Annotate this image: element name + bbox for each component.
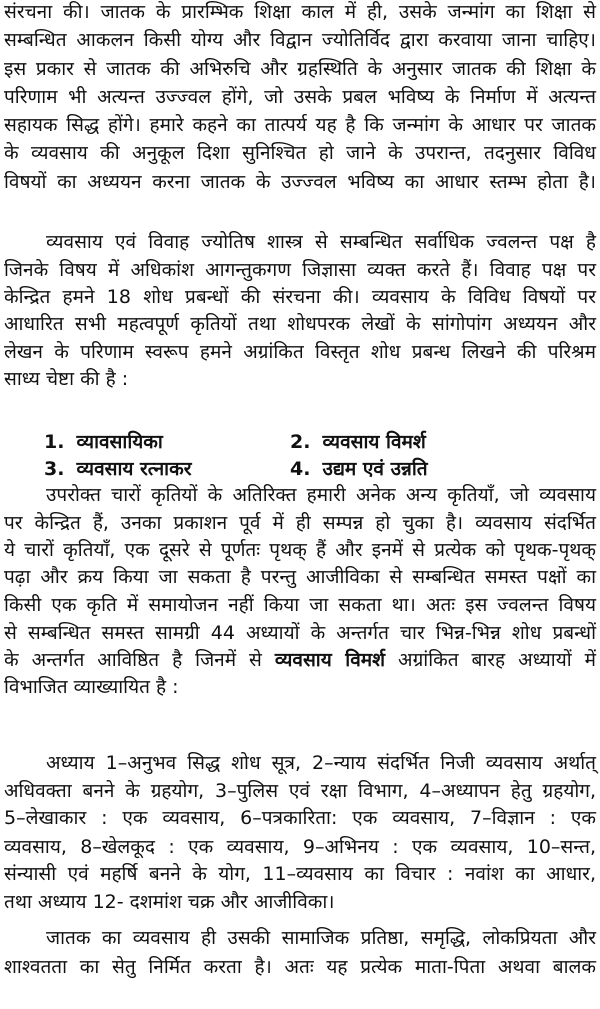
- text-line: जातक का व्यवसाय ही उसकी सामाजिक प्रतिष्ठा, समृद्धि, लोकप्रियता और: [46, 927, 596, 949]
- list-item: 1. व्यावसायिका: [44, 431, 163, 453]
- list-item: 2. व्यवसाय विमर्श: [290, 431, 426, 453]
- text-line: किसी एक कृति में समायोजन नहीं किया जा सकता था। अतः इस ज्वलन्त विषय: [4, 594, 596, 616]
- list-item: 4. उद्यम एवं उन्नति: [290, 458, 428, 480]
- text-line: परिणाम भी अत्यन्त उज्ज्वल होंगे, जो उसके प्रबल भविष्य के निर्माण में अत्यन्त: [4, 86, 596, 108]
- text-line: से सम्बन्धित समस्त सामग्री 44 अध्यायों के अन्तर्गत चार भिन्न-भिन्न शोध प्रबन्धों: [4, 622, 596, 644]
- text-line: जिनके विषय में अधिकांश आगन्तुकगण जिज्ञासा व्यक्त करते हैं। विवाह पक्ष पर: [4, 259, 596, 281]
- text-line: ये चारों कृतियाँ, एक दूसरे से पूर्णतः पृथक् हैं और इनमें से प्रत्येक को पृथक-पृथक्: [4, 539, 596, 561]
- text-line: तथा अध्याय 12- दशमांश चक्र और आजीविका।: [4, 891, 335, 913]
- text-line: सम्बन्धित आकलन किसी योग्य और विद्वान ज्योतिर्विद द्वारा करवाया जाना चाहिए।: [4, 29, 596, 51]
- text-line: इस प्रकार से जातक की अभिरुचि और ग्रहस्थिति के अनुसार जातक की शिक्षा के: [4, 58, 596, 80]
- text-line: संन्यासी एवं महर्षि बनने के योग, 11–व्यवसाय का विचार : नवांश का आधार,: [4, 863, 596, 885]
- text-line: उपरोक्त चारों कृतियों के अतिरिक्त हमारी अनेक अन्य कृतियाँ, जो व्यवसाय: [46, 484, 596, 506]
- text-line: अध्याय 1–अनुभव सिद्ध शोध सूत्र, 2–न्याय संदर्भित निजी व्यवसाय अर्थात्: [46, 752, 596, 774]
- text-line: सहायक सिद्ध होंगे। हमारे कहने का तात्पर्य यह है कि जन्मांग के आधार पर जातक: [4, 114, 596, 136]
- text-line: व्यवसाय, 8–खेलकूद : एक व्यवसाय, 9–अभिनय : एक व्यवसाय, 10–सन्त,: [4, 836, 596, 858]
- text-line: आधारित सभी महत्वपूर्ण कृतियों तथा शोधपरक लेखों के सांगोपांग अध्ययन और: [4, 313, 596, 335]
- text-line: 5–लेखाकार : एक व्यवसाय, 6–पत्रकारिता: एक व्यवसाय, 7–विज्ञान : एक: [4, 807, 596, 829]
- text-line: के व्यवसाय की अनुकूल दिशा सुनिश्चित हो जाने के उपरान्त, तदनुसार विविध: [4, 142, 596, 164]
- text-line: शाश्वतता का सेतु निर्मित करता है। अतः यह प्रत्येक माता-पिता अथवा बालक: [4, 956, 596, 978]
- text-line: साध्य चेष्टा की है :: [4, 368, 129, 390]
- text-line: अधिवक्ता बनने के ग्रहयोग, 3–पुलिस एवं रक्षा विभाग, 4–अध्यापन हेतु ग्रहयोग,: [4, 780, 596, 802]
- text-line: पर केन्द्रित हैं, उनका प्रकाशन पूर्व में ही सम्पन्न हो चुका है। व्यवसाय संदर्भित: [4, 512, 596, 534]
- book-title: व्यवसाय विमर्श: [274, 649, 386, 671]
- text-line: संरचना की। जातक के प्रारम्भिक शिक्षा काल में ही, उसके जन्मांग का शिक्षा से: [4, 1, 596, 23]
- text-line: विभाजित व्याख्यायित है :: [4, 676, 179, 698]
- text-line: के अन्तर्गत आविष्ठित है जिनमें से व्यवसाय विमर्श अग्रांकित बारह अध्यायों में: [4, 649, 596, 671]
- text-line: पढ़ा और क्रय किया जा सकता है परन्तु आजीविका से सम्बन्धित समस्त पक्षों का: [4, 566, 596, 588]
- list-item: 3. व्यवसाय रत्नाकर: [44, 458, 192, 480]
- text-line: केन्द्रित हमने 18 शोध प्रबन्धों की संरचना की। व्यवसाय के विविध विषयों पर: [4, 286, 596, 308]
- text-line: लेखन के परिणाम स्वरूप हमने अग्रांकित विस्तृत शोध प्रबन्ध लिखने की परिश्रम: [4, 341, 596, 363]
- text-line: विषयों का अध्ययन करना जातक के उज्ज्वल भविष्य का आधार स्तम्भ होता है।: [4, 171, 596, 193]
- text-line: व्यवसाय एवं विवाह ज्योतिष शास्त्र से सम्बन्धित सर्वाधिक ज्वलन्त पक्ष है: [46, 231, 596, 253]
